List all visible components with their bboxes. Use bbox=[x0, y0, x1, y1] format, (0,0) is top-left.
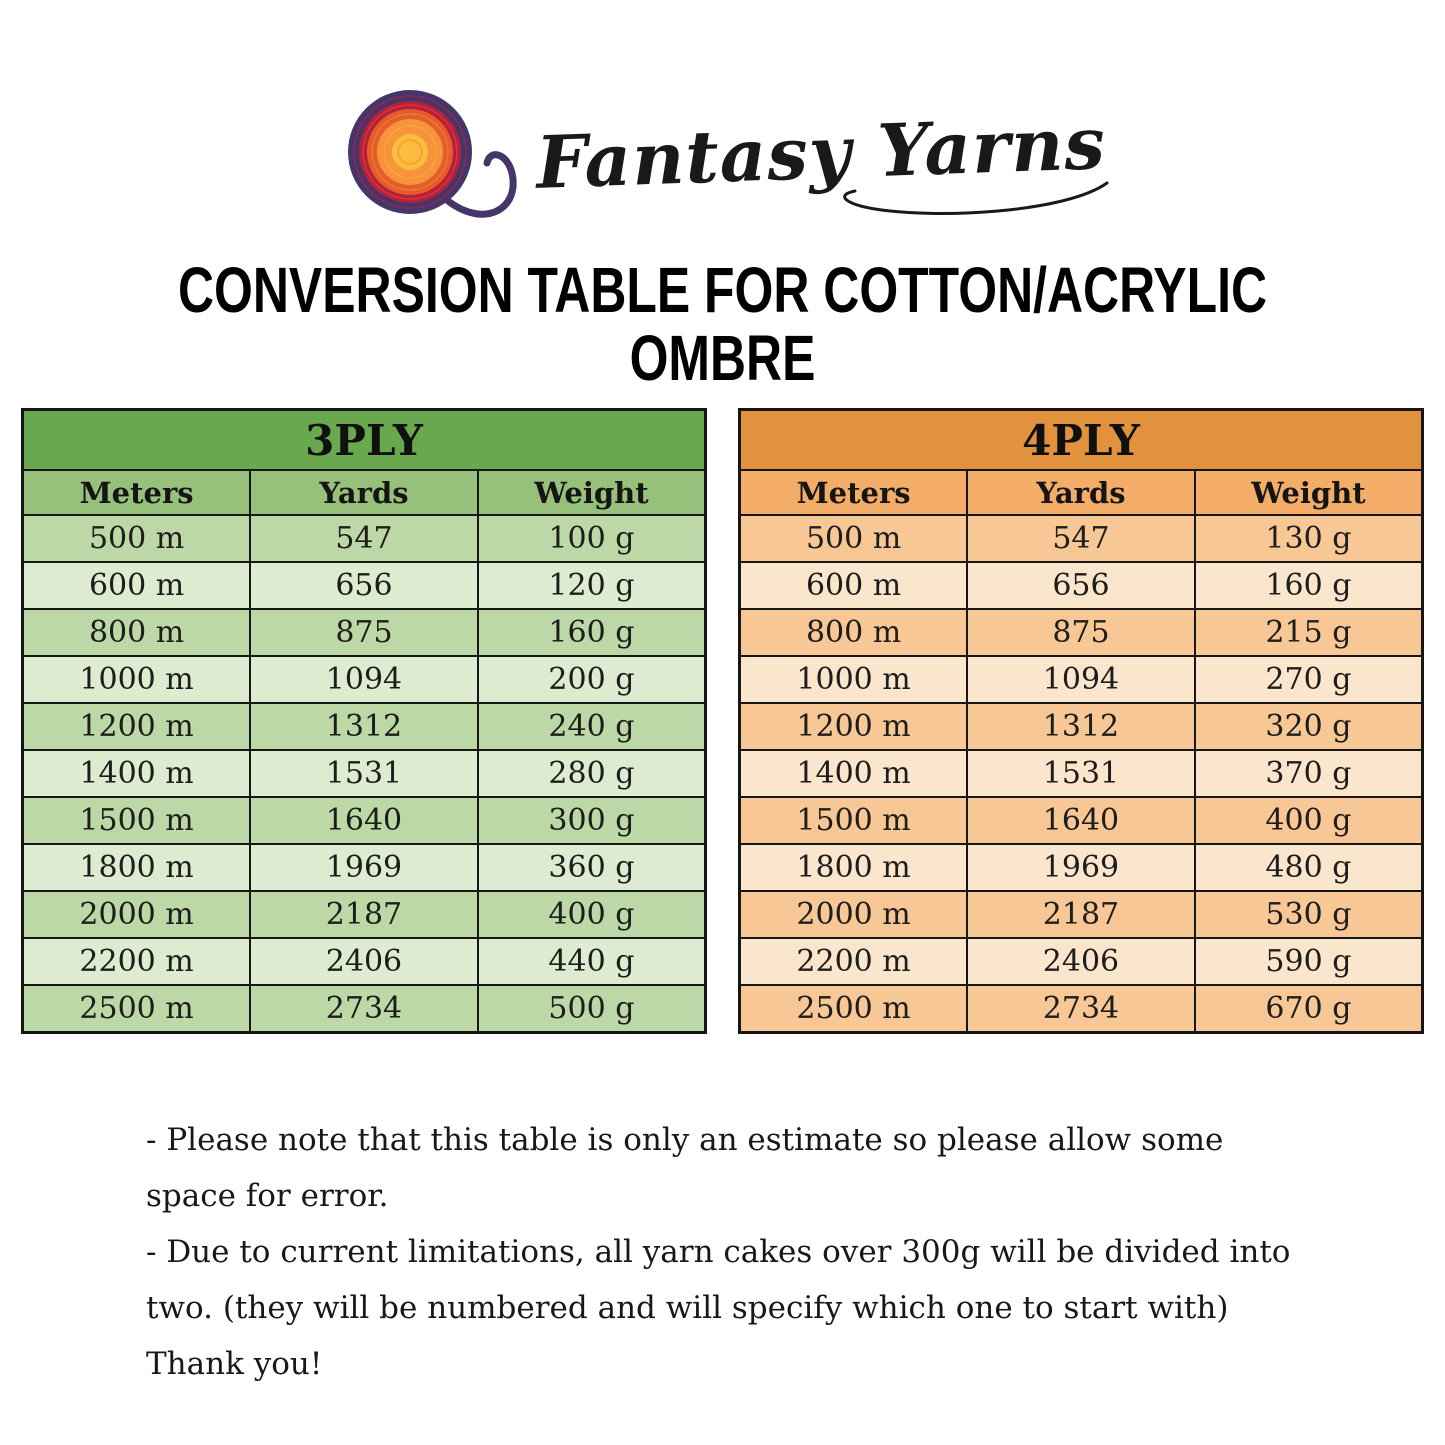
table-cell: 800 m bbox=[23, 609, 251, 656]
logo-flourish-icon bbox=[815, 179, 1115, 221]
table-cell: 2200 m bbox=[740, 938, 968, 985]
table-cell: 400 g bbox=[478, 891, 706, 938]
table-cell: 240 g bbox=[478, 703, 706, 750]
table-head bbox=[23, 410, 706, 516]
table-cell: 1000 m bbox=[740, 656, 968, 703]
table-cell: 2187 bbox=[967, 891, 1195, 938]
table-title-4ply: 4PLY bbox=[740, 410, 1423, 471]
table-cell: 875 bbox=[250, 609, 478, 656]
table-cell: 2734 bbox=[250, 985, 478, 1033]
table-cell: 1640 bbox=[967, 797, 1195, 844]
table-title-3ply: 3PLY bbox=[23, 410, 706, 471]
table-cell: 1500 m bbox=[740, 797, 968, 844]
table-row bbox=[740, 515, 1423, 562]
table-cell: 270 g bbox=[1195, 656, 1423, 703]
table-cell: 600 m bbox=[740, 562, 968, 609]
table-cell: 160 g bbox=[478, 609, 706, 656]
table-cell: 1500 m bbox=[23, 797, 251, 844]
note-line: two. (they will be numbered and will specify which one to start with) bbox=[146, 1290, 1229, 1326]
table-cell: 2500 m bbox=[740, 985, 968, 1033]
table-cell: 400 g bbox=[1195, 797, 1423, 844]
table-cell: 100 g bbox=[478, 515, 706, 562]
table-cell: 1969 bbox=[250, 844, 478, 891]
table-cell: 500 g bbox=[478, 985, 706, 1033]
column-header-yards: Yards bbox=[250, 470, 478, 515]
table-row bbox=[740, 562, 1423, 609]
table-cell: 1000 m bbox=[23, 656, 251, 703]
table-title-row bbox=[23, 410, 706, 471]
table-cell: 370 g bbox=[1195, 750, 1423, 797]
table-cell: 1531 bbox=[250, 750, 478, 797]
table-cell: 656 bbox=[250, 562, 478, 609]
title-line-2: OMBRE bbox=[629, 322, 816, 394]
table-cell: 2734 bbox=[967, 985, 1195, 1033]
note-line: - Please note that this table is only an estimate so please allow some bbox=[146, 1122, 1224, 1158]
table-cell: 300 g bbox=[478, 797, 706, 844]
conversion-tables bbox=[21, 408, 1424, 1034]
table-cell: 1200 m bbox=[23, 703, 251, 750]
table-cell: 320 g bbox=[1195, 703, 1423, 750]
table-cell: 875 bbox=[967, 609, 1195, 656]
table-head bbox=[740, 410, 1423, 516]
table-body-4ply bbox=[740, 515, 1423, 1033]
table-row bbox=[23, 609, 706, 656]
table-cell: 215 g bbox=[1195, 609, 1423, 656]
table-cell: 2000 m bbox=[740, 891, 968, 938]
table-cell: 500 m bbox=[740, 515, 968, 562]
table-cell: 1200 m bbox=[740, 703, 968, 750]
table-cell: 547 bbox=[967, 515, 1195, 562]
table-cell: 590 g bbox=[1195, 938, 1423, 985]
logo bbox=[0, 72, 1445, 232]
table-cell: 440 g bbox=[478, 938, 706, 985]
table-cell: 2187 bbox=[250, 891, 478, 938]
table-cell: 160 g bbox=[1195, 562, 1423, 609]
table-cell: 130 g bbox=[1195, 515, 1423, 562]
table-row bbox=[740, 609, 1423, 656]
table-cell: 200 g bbox=[478, 656, 706, 703]
table-row bbox=[740, 750, 1423, 797]
table-cell: 1312 bbox=[967, 703, 1195, 750]
conversion-table-4ply bbox=[738, 408, 1424, 1034]
table-row bbox=[23, 985, 706, 1033]
column-header-weight: Weight bbox=[1195, 470, 1423, 515]
conversion-table-3ply bbox=[21, 408, 707, 1034]
table-row bbox=[23, 844, 706, 891]
table-cell: 2406 bbox=[967, 938, 1195, 985]
table-cell: 800 m bbox=[740, 609, 968, 656]
column-header-weight: Weight bbox=[478, 470, 706, 515]
table-row bbox=[740, 891, 1423, 938]
table-row bbox=[23, 703, 706, 750]
column-header-yards: Yards bbox=[967, 470, 1195, 515]
notes bbox=[146, 1112, 1355, 1392]
table-row bbox=[23, 750, 706, 797]
column-header-meters: Meters bbox=[23, 470, 251, 515]
logo-text: Fantasy Yarns bbox=[534, 99, 1107, 205]
table-cell: 2200 m bbox=[23, 938, 251, 985]
table-cell: 2500 m bbox=[23, 985, 251, 1033]
column-header-row bbox=[23, 470, 706, 515]
table-cell: 280 g bbox=[478, 750, 706, 797]
table-cell: 1094 bbox=[967, 656, 1195, 703]
yarn-ball-icon bbox=[340, 77, 530, 227]
table-row bbox=[23, 891, 706, 938]
note-line: space for error. bbox=[146, 1178, 389, 1214]
table-cell: 1400 m bbox=[23, 750, 251, 797]
table-cell: 547 bbox=[250, 515, 478, 562]
table-cell: 1640 bbox=[250, 797, 478, 844]
table-row bbox=[740, 656, 1423, 703]
table-body-3ply bbox=[23, 515, 706, 1033]
column-header-meters: Meters bbox=[740, 470, 968, 515]
table-row bbox=[740, 938, 1423, 985]
table-cell: 670 g bbox=[1195, 985, 1423, 1033]
table-cell: 1531 bbox=[967, 750, 1195, 797]
table-cell: 1800 m bbox=[23, 844, 251, 891]
table-cell: 120 g bbox=[478, 562, 706, 609]
table-row bbox=[740, 844, 1423, 891]
column-header-row bbox=[740, 470, 1423, 515]
note-line: Thank you! bbox=[146, 1346, 323, 1382]
table-row bbox=[23, 656, 706, 703]
table-cell: 360 g bbox=[478, 844, 706, 891]
table-title-row bbox=[740, 410, 1423, 471]
table-cell: 1969 bbox=[967, 844, 1195, 891]
table-cell: 480 g bbox=[1195, 844, 1423, 891]
table-row bbox=[740, 985, 1423, 1033]
table-cell: 1094 bbox=[250, 656, 478, 703]
table-row bbox=[740, 797, 1423, 844]
table-cell: 1800 m bbox=[740, 844, 968, 891]
table-row bbox=[23, 938, 706, 985]
table-cell: 2406 bbox=[250, 938, 478, 985]
table-row bbox=[23, 562, 706, 609]
table-cell: 2000 m bbox=[23, 891, 251, 938]
table-cell: 1312 bbox=[250, 703, 478, 750]
table-row bbox=[740, 703, 1423, 750]
note-line: - Due to current limitations, all yarn cakes over 300g will be divided into bbox=[146, 1234, 1291, 1270]
table-cell: 1400 m bbox=[740, 750, 968, 797]
page-title bbox=[0, 256, 1445, 392]
table-cell: 656 bbox=[967, 562, 1195, 609]
table-row bbox=[23, 797, 706, 844]
table-row bbox=[23, 515, 706, 562]
logo-text-wrap bbox=[534, 99, 1107, 205]
table-cell: 530 g bbox=[1195, 891, 1423, 938]
title-line-1: CONVERSION TABLE FOR COTTON/ACRYLIC bbox=[177, 254, 1268, 326]
table-cell: 600 m bbox=[23, 562, 251, 609]
table-cell: 500 m bbox=[23, 515, 251, 562]
